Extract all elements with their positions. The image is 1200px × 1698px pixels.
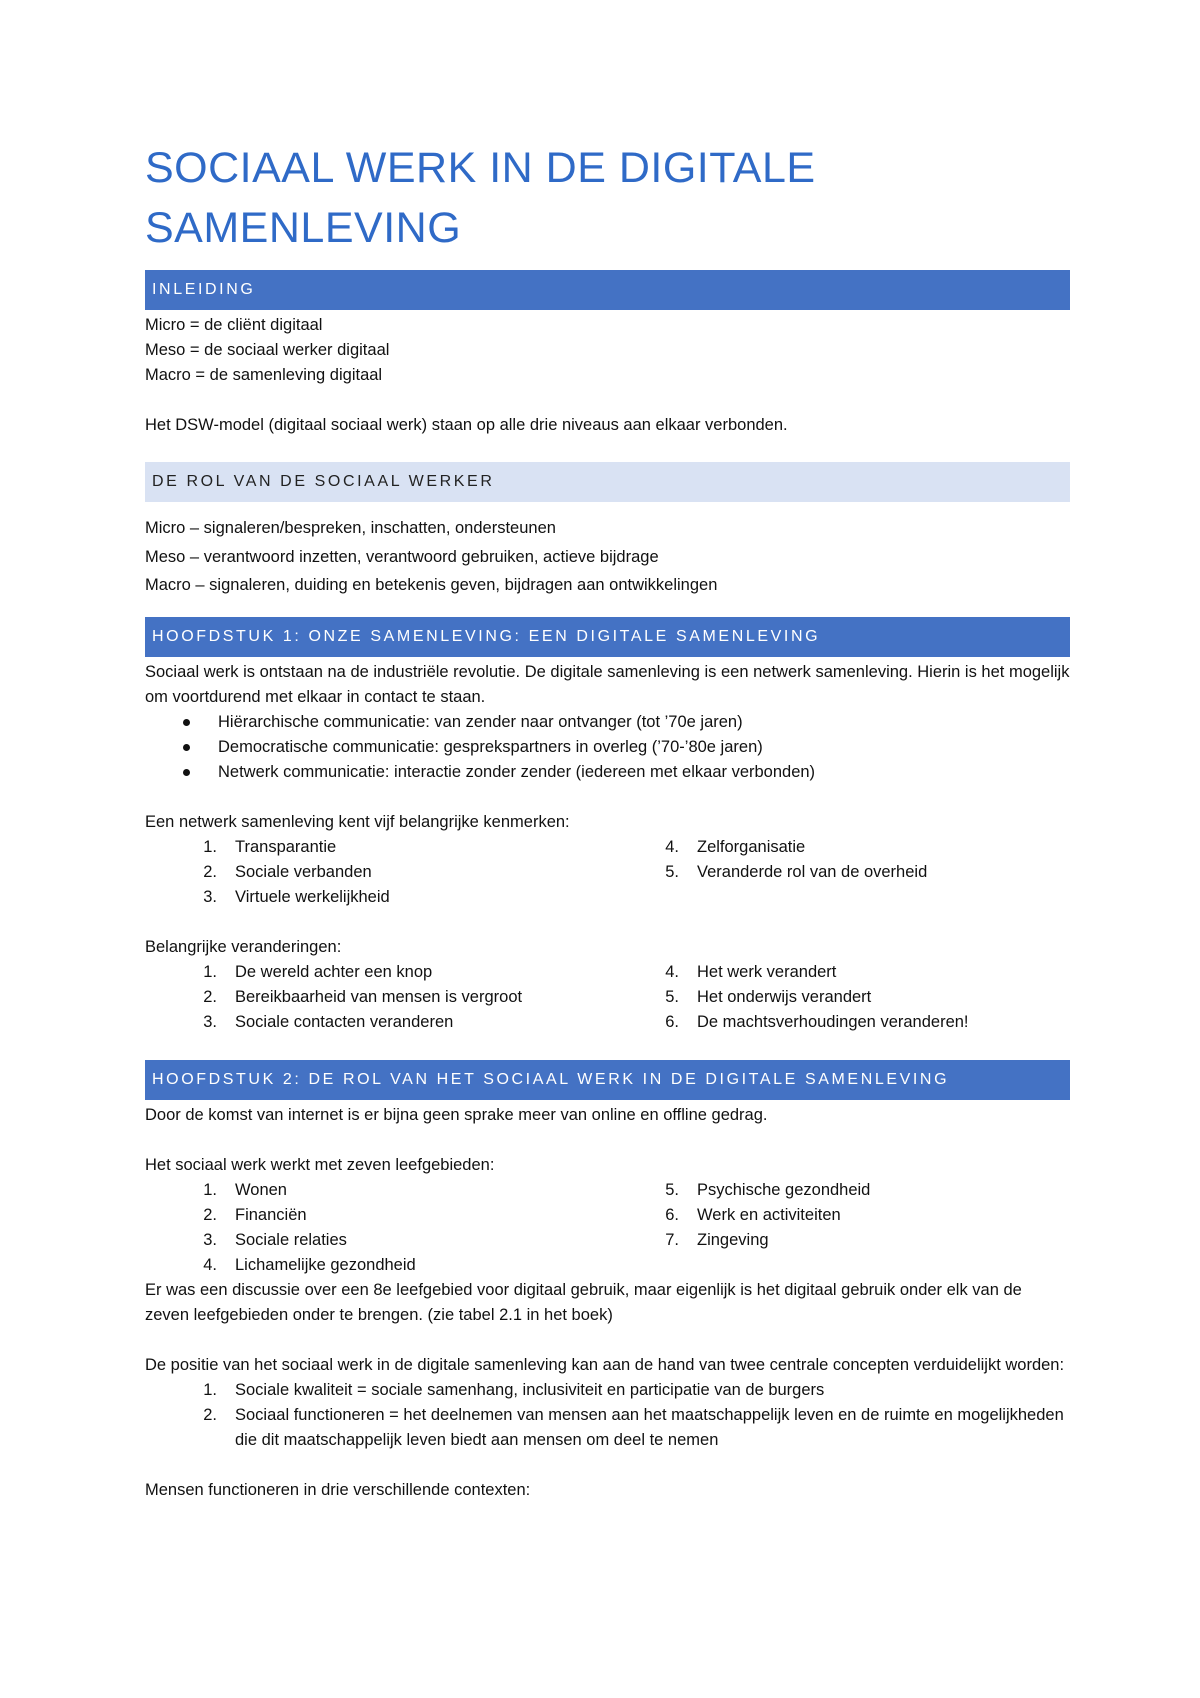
list-item: 2. Financiën (203, 1205, 307, 1224)
list-item: 7. Zingeving (665, 1230, 769, 1249)
leefgebieden-right-column (641, 1178, 1070, 1278)
list-item: 1. Sociale kwaliteit = sociale samenhang, inclusiviteit en participatie van de burgers (203, 1380, 825, 1399)
list-item: 6. De machtsverhoudingen veranderen! (665, 1012, 969, 1031)
kenmerken-intro: Een netwerk samenleving kent vijf belangrijke kenmerken: (145, 812, 570, 831)
document-content (145, 138, 1070, 1503)
bullet-icon (183, 719, 190, 726)
kenmerken-list (145, 835, 1070, 910)
section-heading-hoofdstuk-2: HOOFDSTUK 2: DE ROL VAN HET SOCIAAL WERK IN DE DIGITALE SAMENLEVING (145, 1060, 1070, 1100)
inleiding-line: Micro = de cliënt digitaal (145, 316, 323, 334)
concepten-list (145, 1378, 1070, 1453)
list-item: Hiërarchische communicatie: van zender naar ontvanger (tot ’70e jaren) (183, 710, 1070, 735)
dsw-paragraph: Het DSW-model (digitaal sociaal werk) staan op alle drie niveaus aan elkaar verbonden. (145, 416, 788, 434)
list-item: 4. Het werk verandert (665, 962, 837, 981)
communicatie-list (145, 710, 1070, 785)
veranderingen-list (145, 960, 1070, 1035)
kenmerken-right-column (641, 835, 1070, 910)
document-title (145, 138, 1070, 258)
list-item: Democratische communicatie: gesprekspartners in overleg (’70-’80e jaren) (183, 735, 1070, 760)
inleiding-body (145, 313, 1070, 438)
veranderingen-intro: Belangrijke veranderingen: (145, 937, 342, 956)
leefgebieden-intro: Het sociaal werk werkt met zeven leefgebieden: (145, 1155, 495, 1174)
hoofdstuk-1-body (145, 660, 1070, 1035)
list-item: 1. Transparantie (203, 837, 337, 856)
list-item: 1. De wereld achter een knop (203, 962, 433, 981)
rol-line: Macro – signaleren, duiding en betekenis geven, bijdragen aan ontwikkelingen (145, 576, 718, 594)
list-item: 4. Zelforganisatie (665, 837, 806, 856)
discussie-paragraph: Er was een discussie over een 8e leefgebied voor digitaal gebruik, maar eigenlijk is het digitaal gebruik onder elk van de zeven leefgebieden onder te brengen. (zie tabel 2.1 in het boek) (145, 1280, 1022, 1324)
veranderingen-right-column (641, 960, 1070, 1035)
list-item: 5. Het onderwijs verandert (665, 987, 872, 1006)
veranderingen-left-column (145, 960, 641, 1035)
title-line-1: SOCIAAL WERK IN DE DIGITALE (145, 144, 816, 192)
hoofdstuk-1-intro: Sociaal werk is ontstaan na de industriële revolutie. De digitale samenleving is een netwerk samenleving. Hierin is het mogelijk om voortdurend met elkaar in contact te staan. (145, 662, 1070, 706)
list-item: 4. Lichamelijke gezondheid (203, 1255, 416, 1274)
list-item: 3. Virtuele werkelijkheid (203, 887, 390, 906)
list-item: 2. Bereikbaarheid van mensen is vergroot (203, 987, 523, 1006)
list-item: 3. Sociale contacten veranderen (203, 1012, 454, 1031)
section-heading-hoofdstuk-1: HOOFDSTUK 1: ONZE SAMENLEVING: EEN DIGITALE SAMENLEVING (145, 617, 1070, 657)
hoofdstuk-2-body (145, 1103, 1070, 1503)
leefgebieden-list (145, 1178, 1070, 1278)
inleiding-line: Macro = de samenleving digitaal (145, 366, 383, 384)
section-heading-inleiding: INLEIDING (145, 270, 1070, 310)
list-item: 5. Psychische gezondheid (665, 1180, 871, 1199)
kenmerken-left-column (145, 835, 641, 910)
positie-paragraph: De positie van het sociaal werk in de digitale samenleving kan aan de hand van twee centrale concepten verduidelijkt worden: (145, 1355, 1065, 1374)
list-item: 6. Werk en activiteiten (665, 1205, 841, 1224)
section-heading-rol: DE ROL VAN DE SOCIAAL WERKER (145, 462, 1070, 502)
rol-body (145, 514, 1070, 600)
list-item: 5. Veranderde rol van de overheid (665, 862, 928, 881)
contexten-paragraph: Mensen functioneren in drie verschillende contexten: (145, 1480, 531, 1499)
bullet-icon (183, 744, 190, 751)
bullet-icon (183, 769, 190, 776)
hoofdstuk-2-intro: Door de komst van internet is er bijna geen sprake meer van online en offline gedrag. (145, 1105, 768, 1124)
title-line-2: SAMENLEVING (145, 204, 462, 252)
list-item: Netwerk communicatie: interactie zonder zender (iedereen met elkaar verbonden) (183, 760, 1070, 785)
list-item: 3. Sociale relaties (203, 1230, 347, 1249)
leefgebieden-left-column (145, 1178, 641, 1278)
list-item: 2. Sociale verbanden (203, 862, 372, 881)
rol-line: Micro – signaleren/bespreken, inschatten, ondersteunen (145, 519, 556, 537)
inleiding-line: Meso = de sociaal werker digitaal (145, 341, 390, 359)
rol-line: Meso – verantwoord inzetten, verantwoord gebruiken, actieve bijdrage (145, 547, 659, 566)
list-item: 2. Sociaal functioneren = het deelnemen van mensen aan het maatschappelijk leven en de ruimte en mogelijkheden die dit maatschappelijk leven biedt aan mensen om deel te nemen (203, 1405, 1064, 1449)
list-item: 1. Wonen (203, 1180, 287, 1199)
